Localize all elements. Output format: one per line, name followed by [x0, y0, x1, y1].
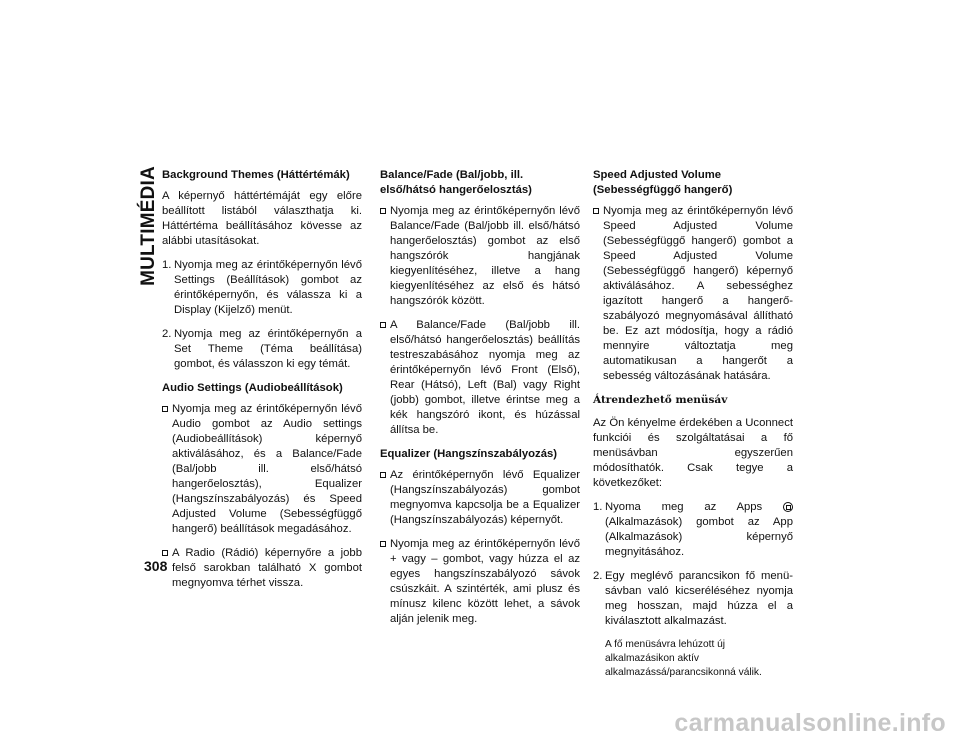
numbered-step: 2. Egy meglévő parancsikon fő menüsávban való kicseréléséhez nyomja meg hosszan, majd húzza el a kiválasztott alkalmazást. [593, 570, 793, 627]
bullet-item: Nyomja meg az érintőképernyőn lévő + vagy – gombot, vagy húzza el az egyes hangszínszabályozó sávok csúszkáit. A szintérték, ami plusz és mínusz kilenc között lehet, a sávok alján jelenik meg. [380, 537, 580, 627]
section-tab-label: MULTIMÉDIA [138, 166, 159, 286]
bullet-item: Nyomja meg az érintőképernyőn lévő Balance/Fade (Bal/jobb ill. első/hátsó hangerőelosztás) gombot az első hangszórók hangjának kiegyenlítéséhez, illetve a hang kiegyenlítéséhez az első és hátsó hangszórók között. [380, 204, 580, 309]
watermark: carmanualsonline.info [674, 709, 946, 737]
column-3 [593, 168, 793, 680]
heading-balance-fade: Balance/Fade (Bal/jobb, ill. első/hátsó hangerőelosztás) [380, 169, 532, 196]
heading-rearrangeable-menu-bar: Átrendezhető menüsáv [593, 394, 728, 406]
numbered-step: 1. Nyomja meg az érintőképernyőn lévő Settings (Beállítások) gombot az érintőképernyőn, és válassza ki a Display (Kijelző) menüt. [162, 259, 362, 316]
page-number: 308 [144, 558, 168, 574]
paragraph: A képernyő háttértémáját egy előre beállított listából választhatja ki. Háttértéma beállításához kövesse az alábbi utasításokat. [162, 190, 362, 247]
checkbox-bullet-icon [380, 322, 386, 328]
column-2 [380, 168, 580, 636]
paragraph: Az Ön kényelme érdekében a Uconnect funkciói és szolgáltatásai a fő menüsávban egyszerűen módosíthatók. Csak tegye a következőket: [593, 417, 793, 489]
note-text: A fő menüsávra lehúzott új alkalmazásikon aktív alkalmazássá/parancsikonná válik. [605, 639, 762, 678]
checkbox-bullet-icon [162, 406, 168, 412]
heading-speed-adjusted-volume: Speed Adjusted Volume (Sebességfüggő hangerő) [593, 169, 733, 196]
checkbox-bullet-icon [593, 208, 599, 214]
apps-icon [783, 502, 793, 512]
bullet-item: A Balance/Fade (Bal/jobb ill. első/hátsó hangerőelosztás) beállítás testreszabásához nyomja meg az érintőképernyőn lévő Front (Első), Rear (Hátsó), Left (Bal) vagy Right (jobb) gombot, illetve érintse meg a kék hangszóró ikont, és húzással állítsa be. [380, 318, 580, 438]
bullet-item: Az érintőképernyőn lévő Equalizer (Hangszínszabályozás) gombot megnyomva kapcsolja be a Equalizer (Hangszínszabályozás) képernyőt. [380, 468, 580, 528]
checkbox-bullet-icon [380, 472, 386, 478]
heading-equalizer: Equalizer (Hangszínszabályozás) [380, 448, 558, 460]
checkbox-bullet-icon [162, 550, 168, 556]
numbered-step: 2. Nyomja meg az érintőképernyőn a Set Theme (Téma beállítása) gombot, és válasszon ki egy témát. [162, 328, 362, 370]
heading-audio-settings: Audio Settings (Audiobeállítások) [162, 382, 343, 394]
heading-background-themes: Background Themes (Háttértémák) [162, 169, 350, 181]
checkbox-bullet-icon [380, 208, 386, 214]
bullet-item: Nyomja meg az érintőképernyőn lévő Speed Adjusted Volume (Sebességfüggő hangerő) gombot a Speed Adjusted Volume (Sebességfüggő hangerő) képernyő aktiválásához. A sebességhez igazított hangerő a hangerő-szabályozó megnyomásával állítható be. Ez azt módosítja, hogy a rádió mennyire változtatja meg automatikusan a hangerőt a sebesség változásának hatására. [593, 204, 793, 384]
column-1 [162, 168, 362, 600]
numbered-step: 1. Nyoma meg az Apps (Alkalmazások) gombot az App (Alkalmazások) képernyő megnyitásához. [593, 501, 793, 558]
section-tab [138, 166, 160, 286]
bullet-item: Nyomja meg az érintőképernyőn lévő Audio gombot az Audio settings (Audiobeállítások) képernyő aktiválásához, és a Balance/Fade (Bal/jobb ill. első/hátsó hangerőelosztás), Equalizer (Hangszínszabályozás) és Speed Adjusted Volume (Sebességfüggő hangerő) beállítások megadásához. [162, 402, 362, 537]
checkbox-bullet-icon [380, 541, 386, 547]
bullet-item: A Radio (Rádió) képernyőre a jobb felső sarokban található X gombot megnyomva térhet vissza. [162, 546, 362, 591]
